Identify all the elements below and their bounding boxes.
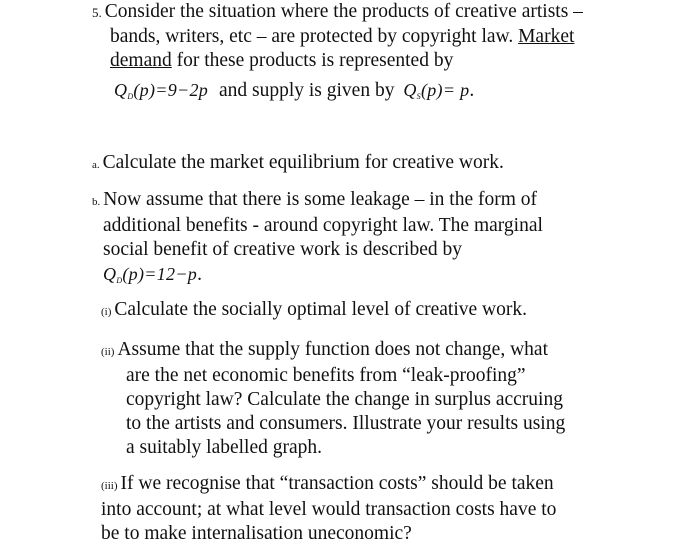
question-5-line-1	[92, 0, 622, 25]
part-a	[92, 151, 622, 177]
part-b-line-1	[92, 188, 622, 214]
part-b-i-label: (i)	[101, 306, 112, 318]
msb-equation: $Q_D(p)=12-p$	[103, 264, 198, 285]
part-b-iii	[101, 472, 621, 546]
equation-text: and supply is given by	[218, 80, 395, 101]
part-b-ii-text: are the net economic benefits from “leak-proofing”	[126, 365, 526, 386]
part-b-i-text: Calculate the socially optimal level of creative work.	[114, 299, 527, 320]
part-b-iii-label: (iii)	[101, 480, 118, 492]
msb-period: .	[197, 264, 202, 285]
part-b-iii-text: into account; at what level would transaction costs have to	[101, 499, 557, 520]
part-b-ii-text: Assume that the supply function does not change, what	[117, 339, 548, 360]
part-b-line-4	[92, 262, 622, 293]
question-number: 5.	[92, 5, 102, 20]
part-b-text: Now assume that there is some leakage – in the form of	[103, 189, 538, 210]
part-b-ii-text: copyright law? Calculate the change in surplus accruing	[126, 389, 563, 410]
question-5-line-3	[92, 49, 622, 73]
part-a-text: Calculate the market equilibrium for creative work.	[102, 152, 504, 173]
part-b-iii-line-2	[101, 498, 621, 522]
part-b	[92, 188, 622, 293]
part-b-text: social benefit of creative work is described by	[103, 239, 462, 260]
part-b-i	[101, 298, 621, 324]
question-5	[92, 0, 622, 73]
question-5-line-2	[92, 25, 622, 49]
equation-line	[114, 78, 614, 109]
part-b-ii	[101, 338, 621, 460]
demand-equation: $Q_D(p)=9-2p$	[114, 80, 209, 101]
part-b-line-2	[92, 214, 622, 238]
part-b-text: additional benefits - around copyright law. The marginal	[103, 215, 543, 236]
part-b-ii-text: a suitably labelled graph.	[126, 437, 323, 458]
part-b-ii-text: to the artists and consumers. Illustrate your results using	[126, 413, 566, 434]
part-b-iii-text: be to make internalisation uneconomic?	[101, 523, 412, 544]
part-b-ii-label: (ii)	[101, 346, 115, 358]
market-underlined: Market	[518, 26, 575, 47]
part-b-ii-line-3	[101, 388, 621, 412]
part-b-iii-text: If we recognise that “transaction costs” should be taken	[120, 473, 554, 494]
part-b-ii-line-5	[101, 436, 621, 460]
question-text: Consider the situation where the products of creative artists –	[104, 1, 583, 22]
part-b-iii-line-1	[101, 472, 621, 498]
question-text: for these products is represented by	[176, 50, 454, 71]
supply-equation: $Q_S(p)= p$	[403, 80, 470, 101]
demand-underlined: demand	[110, 50, 172, 71]
part-b-ii-line-1	[101, 338, 621, 364]
question-text: bands, writers, etc – are protected by copyright law.	[110, 26, 514, 47]
part-b-line-3	[92, 238, 622, 262]
part-a-label: a.	[92, 159, 100, 171]
part-b-label: b.	[92, 196, 101, 208]
part-b-ii-line-4	[101, 412, 621, 436]
equation-period: .	[469, 80, 475, 101]
part-b-ii-line-2	[101, 364, 621, 388]
part-b-iii-line-3	[101, 522, 621, 546]
